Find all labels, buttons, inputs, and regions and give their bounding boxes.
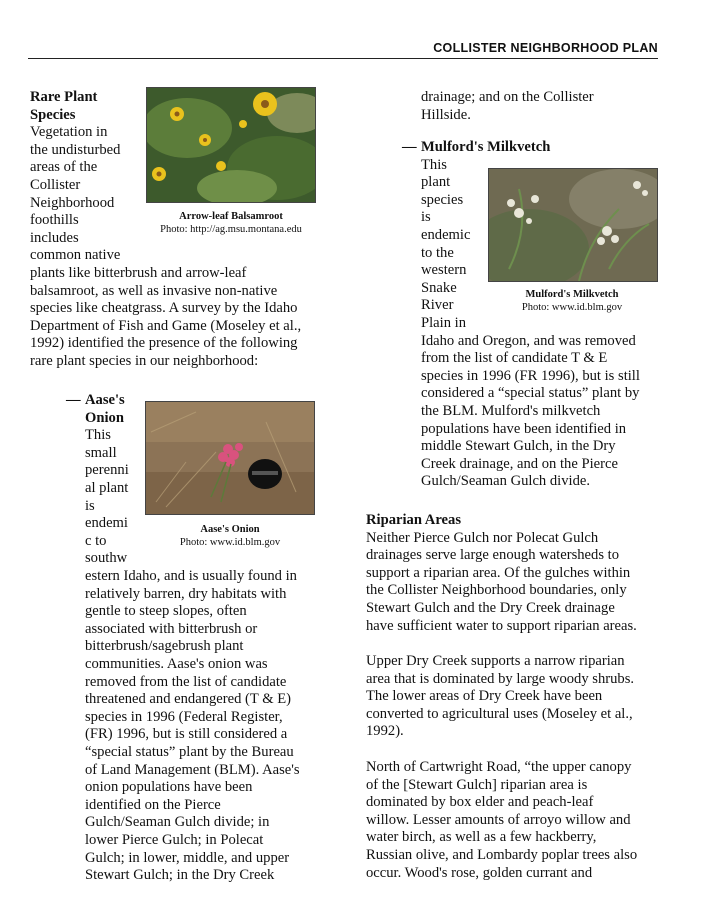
milkvetch-caption: [487, 288, 657, 314]
balsamroot-photo: [146, 87, 316, 203]
running-header: COLLISTER NEIGHBORHOOD PLAN: [433, 41, 658, 55]
text-line: Stewart Gulch and the Dry Creek drainage: [366, 599, 615, 616]
text-line: the Collister Neighborhood boundaries, only: [366, 582, 627, 599]
text-line: rare plant species in our neighborhood:: [30, 352, 259, 369]
milkvetch-photo: [488, 168, 658, 282]
text-line: middle Stewart Gulch, in the Dry: [421, 438, 616, 455]
text-line: endemi: [85, 515, 128, 532]
text-line: is: [421, 209, 431, 226]
mulford-full-text: [421, 333, 640, 491]
rare-plants-heading-line-2: Species: [30, 106, 76, 123]
text-line: the undisturbed: [30, 141, 121, 158]
text-line: plants like bitterbrush and arrow-leaf: [30, 265, 247, 281]
text-line: Plain in: [421, 314, 466, 331]
aase-onion-photo: [145, 401, 315, 515]
text-line: Vegetation in: [30, 124, 108, 141]
text-line: includes: [30, 229, 79, 246]
text-line: drainage; and on the Collister: [421, 89, 594, 105]
text-line: c to: [85, 532, 107, 549]
text-line: Neighborhood: [30, 194, 115, 211]
text-line: onion populations have been: [85, 779, 253, 796]
text-line: is: [85, 497, 95, 514]
mulford-heading: Mulford's Milkvetch: [421, 139, 551, 155]
text-line: species: [421, 191, 464, 208]
text-line: Idaho and Oregon, and was removed: [421, 332, 636, 349]
text-line: Upper Dry Creek supports a narrow riparian: [366, 653, 625, 669]
text-line: The lower areas of Dry Creek have been: [366, 688, 603, 705]
rare-plants-narrow-text: [30, 124, 120, 265]
text-line: small: [85, 444, 117, 461]
text-line: 1992) identified the presence of the following: [30, 335, 298, 352]
text-line: lower Pierce Gulch; in Polecat: [85, 831, 264, 848]
text-line: Creek drainage, and on the Pierce: [421, 455, 618, 472]
text-line: occur. Wood's rose, golden currant and: [366, 864, 593, 881]
text-line: threatened and endangered (T & E): [85, 691, 291, 708]
text-line: southw: [85, 550, 128, 567]
aase-full-text: [85, 568, 300, 885]
figure-caption: Mulford's Milkvetch: [525, 289, 619, 300]
aase-heading-line-1: Aase's: [85, 392, 125, 408]
text-line: communities. Aase's onion was: [85, 655, 268, 672]
text-line: Gulch; in lower, middle, and upper: [85, 849, 290, 866]
text-line: Neither Pierce Gulch nor Polecat Gulch: [366, 529, 599, 546]
text-line: the BLM. Mulford's milkvetch: [421, 402, 601, 419]
text-line: of Land Management (BLM). Aase's: [85, 761, 300, 778]
text-line: balsamroot, as well as invasive non-native: [30, 282, 278, 299]
text-line: species in 1996 (Federal Register,: [85, 708, 283, 725]
aase-dash: —: [66, 392, 81, 408]
figure-source: Photo: www.id.blm.gov: [179, 537, 281, 548]
text-line: Stewart Gulch; in the Dry Creek: [85, 867, 275, 884]
figure-caption: Arrow-leaf Balsamroot: [179, 211, 283, 222]
text-line: (FR) 1996, but is still considered a: [85, 726, 288, 743]
mulford-dash: —: [402, 139, 417, 155]
riparian-heading: Riparian Areas: [366, 512, 462, 528]
text-line: relatively barren, dry habitats with: [85, 585, 287, 602]
text-line: have sufficient water to support riparian areas.: [366, 617, 637, 634]
text-line: Gulch/Seaman Gulch divide; in: [85, 814, 270, 831]
text-line: dominated by box elder and peach-leaf: [366, 794, 594, 811]
text-line: converted to agricultural uses (Moseley et al.,: [366, 705, 633, 722]
aase-heading-line-2: Onion: [85, 409, 124, 426]
riparian-paragraph-3: [366, 759, 637, 882]
aase-onion-caption: [145, 523, 315, 549]
text-line: gentle to steep slopes, often: [85, 603, 247, 620]
text-line: al plant: [85, 479, 129, 496]
text-line: Snake: [421, 279, 457, 296]
text-line: area that is dominated by large woody shrubs.: [366, 670, 635, 687]
text-line: populations have been identified in: [421, 420, 627, 437]
text-line: common native: [30, 247, 121, 264]
riparian-paragraph-2: [366, 653, 634, 741]
text-line: from the list of candidate T & E: [421, 350, 608, 367]
text-line: willow. Lesser amounts of arroyo willow and: [366, 811, 631, 828]
text-line: considered a “special status” plant by: [421, 385, 640, 402]
figure-caption: Aase's Onion: [200, 524, 260, 535]
text-line: “special status” plant by the Bureau: [85, 743, 294, 760]
right-continuation-text: [421, 89, 594, 124]
figure-source: Photo: http://ag.msu.montana.edu: [160, 224, 302, 235]
rare-plants-heading-line-1: Rare Plant: [30, 89, 98, 105]
balsamroot-caption: [146, 210, 316, 236]
mulford-narrow-text: [421, 157, 470, 333]
riparian-paragraph-1: [366, 530, 637, 636]
text-line: species like cheatgrass. A survey by the Idaho: [30, 300, 298, 317]
text-line: Russian olive, and Lombardy poplar trees also: [366, 846, 638, 863]
text-line: water birch, as well as a few hackberry,: [366, 829, 597, 846]
text-line: River: [421, 297, 454, 314]
text-line: areas of the: [30, 159, 98, 176]
text-line: support a riparian area. Of the gulches within: [366, 564, 631, 581]
text-line: identified on the Pierce: [85, 796, 221, 813]
text-line: North of Cartwright Road, “the upper canopy: [366, 759, 632, 775]
text-line: foothills: [30, 212, 79, 229]
rare-plants-full-text: [30, 265, 301, 371]
text-line: Department of Fish and Game (Moseley et al.,: [30, 317, 302, 334]
text-line: drainages serve large enough watersheds to: [366, 547, 620, 564]
text-line: plant: [421, 174, 451, 191]
aase-narrow-text: [85, 427, 129, 568]
text-line: estern Idaho, and is usually found in: [85, 568, 297, 584]
text-line: 1992).: [366, 723, 404, 740]
text-line: of the [Stewart Gulch] riparian area is: [366, 776, 588, 793]
text-line: This: [85, 427, 111, 444]
text-line: species in 1996 (FR 1996), but is still: [421, 367, 640, 384]
text-line: removed from the list of candidate: [85, 673, 287, 690]
text-line: This: [421, 156, 447, 173]
text-line: perenni: [85, 462, 129, 479]
text-line: western: [421, 262, 467, 279]
figure-source: Photo: www.id.blm.gov: [521, 302, 623, 313]
text-line: associated with bitterbrush or: [85, 620, 258, 637]
text-line: to the: [421, 244, 454, 261]
text-line: Collister: [30, 176, 81, 193]
header-rule: [28, 58, 658, 59]
text-line: Hillside.: [421, 106, 471, 123]
text-line: bitterbrush/sagebrush plant: [85, 638, 244, 655]
text-line: endemic: [421, 226, 471, 243]
text-line: Gulch/Seaman Gulch divide.: [421, 473, 591, 490]
